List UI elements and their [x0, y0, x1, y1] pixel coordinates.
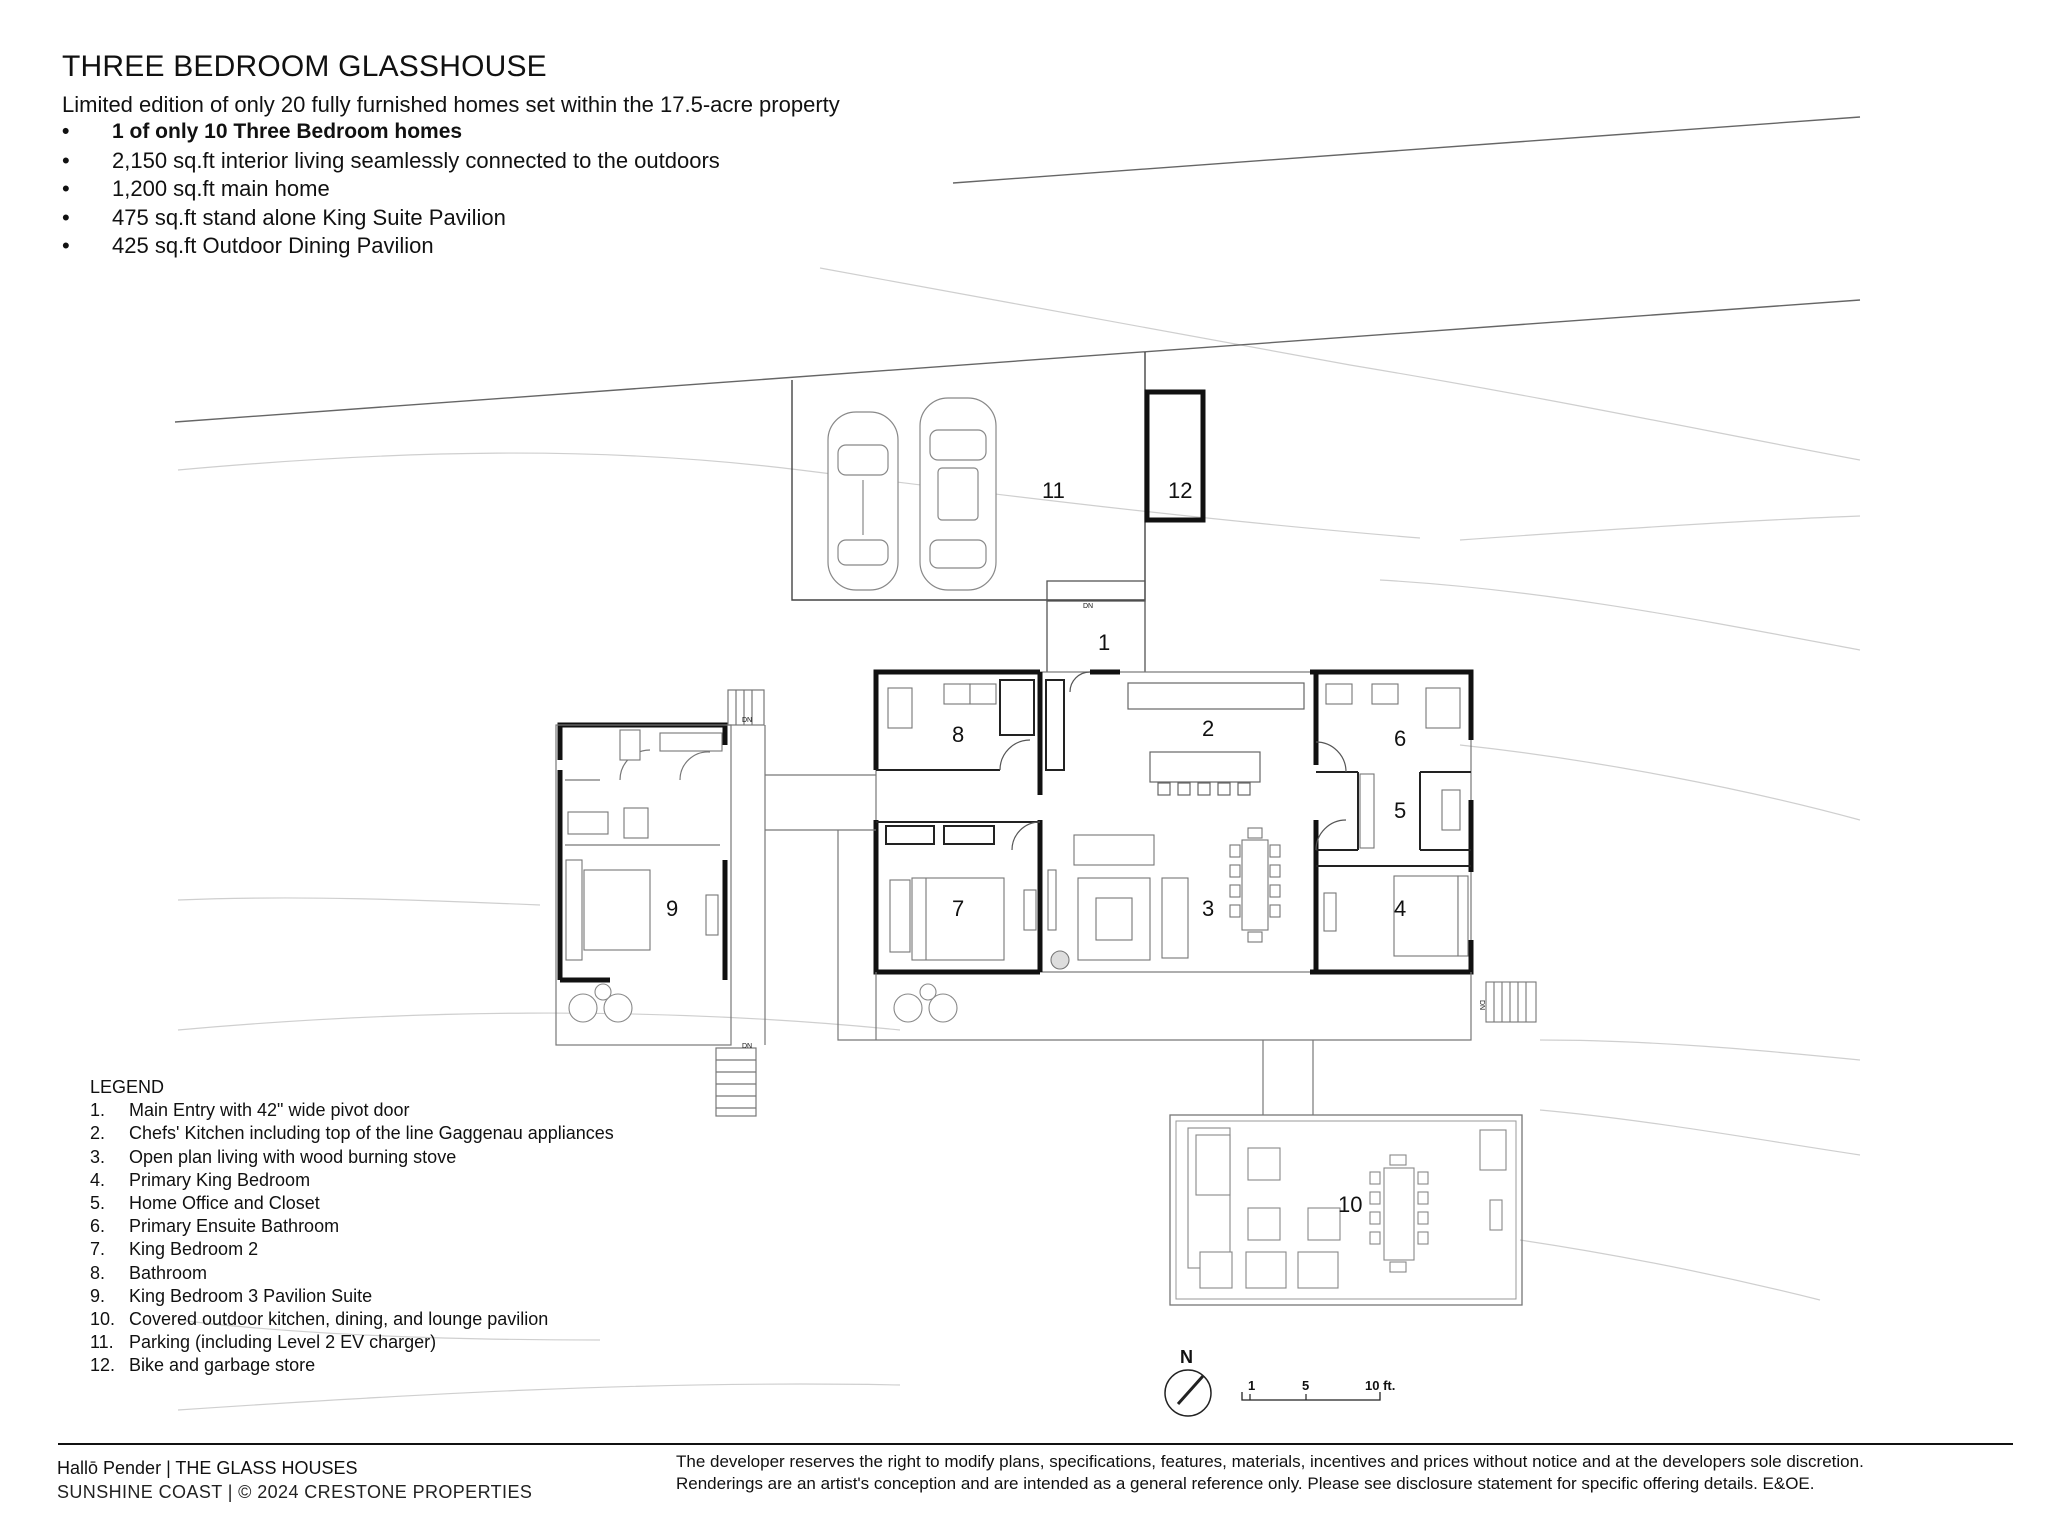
legend-heading: LEGEND	[90, 1077, 165, 1097]
bullet-icon: •	[62, 233, 70, 259]
footer-disclaimer	[676, 1451, 1864, 1495]
legend-item: 7. King Bedroom 2	[90, 1239, 259, 1260]
entry-walkway	[1047, 581, 1145, 672]
feature-item: • 1 of only 10 Three Bedroom homes	[62, 118, 720, 147]
car-icon	[920, 398, 996, 590]
legend-item: 10. Covered outdoor kitchen, dining, and lounge pavilion	[90, 1309, 549, 1330]
room-labels	[666, 478, 1406, 1217]
room-label: 2	[1202, 716, 1215, 741]
legend	[90, 1076, 614, 1378]
room-label: 1	[1098, 630, 1111, 655]
scale-label: 5	[1302, 1378, 1310, 1393]
bullet-icon: •	[62, 204, 70, 230]
property-lines	[175, 117, 1860, 422]
room-label: 7	[952, 896, 965, 921]
room-label: 4	[1394, 896, 1407, 921]
bullet-icon: •	[62, 120, 70, 143]
legend-item: 9. King Bedroom 3 Pavilion Suite	[90, 1285, 373, 1306]
legend-item: 4. Primary King Bedroom	[90, 1169, 311, 1190]
stair-label: DN	[1083, 603, 1094, 610]
car-icon	[828, 412, 898, 590]
disclaimer-line: Renderings are an artist's conception and are intended as a general reference only. Please see disclosure statement for specific offering details. E&OE.	[676, 1474, 1815, 1493]
page-subtitle: Limited edition of only 20 fully furnished homes set within the 17.5-acre property	[62, 92, 840, 117]
legend-item: 8. Bathroom	[90, 1262, 208, 1283]
room-label: 12	[1168, 478, 1193, 503]
legend-item: 1. Main Entry with 42" wide pivot door	[90, 1100, 410, 1121]
footer-divider	[58, 1443, 2013, 1445]
bullet-icon: •	[62, 147, 70, 173]
page-title: THREE BEDROOM GLASSHOUSE	[62, 50, 547, 83]
brand-location: SUNSHINE COAST | © 2024 CRESTONE PROPERTIES	[57, 1482, 533, 1502]
brand-name: Hallō Pender | THE GLASS HOUSES	[57, 1458, 358, 1478]
scale-label: 10 ft.	[1365, 1378, 1396, 1393]
legend-item: 2. Chefs' Kitchen including top of the line Gaggenau appliances	[90, 1123, 614, 1144]
scale-bar	[1242, 1378, 1395, 1400]
legend-item: 6. Primary Ensuite Bathroom	[90, 1216, 340, 1237]
legend-item: 11. Parking (including Level 2 EV charger)	[90, 1332, 437, 1353]
stair-label: DN	[1478, 1000, 1485, 1011]
legend-item: 3. Open plan living with wood burning stove	[90, 1146, 457, 1167]
north-label: N	[1180, 1347, 1193, 1367]
room-label: 8	[952, 722, 965, 747]
stair-label: DN	[742, 1043, 753, 1050]
compass	[1165, 1347, 1211, 1416]
room-label: 6	[1394, 726, 1407, 751]
footer-brand	[57, 1456, 532, 1504]
feature-item: • 2,150 sq.ft interior living seamlessly connected to the outdoors	[62, 147, 720, 176]
legend-item: 12. Bike and garbage store	[90, 1355, 316, 1376]
stair-label: DN	[742, 717, 753, 724]
room-label: 3	[1202, 896, 1215, 921]
room-label: 10	[1338, 1192, 1363, 1217]
bullet-icon: •	[62, 176, 70, 202]
feature-item: • 1,200 sq.ft main home	[62, 175, 720, 204]
room-label: 9	[666, 896, 679, 921]
disclaimer-line: The developer reserves the right to modify plans, specifications, features, materials, incentives and prices without notice and at the developers sole discretion.	[676, 1452, 1864, 1471]
feature-item: • 425 sq.ft Outdoor Dining Pavilion	[62, 232, 720, 261]
north-arrow-icon	[1178, 1376, 1203, 1404]
feature-item: • 475 sq.ft stand alone King Suite Pavilion	[62, 204, 720, 233]
room-label: 11	[1042, 478, 1065, 503]
scale-label: 1	[1248, 1378, 1256, 1393]
legend-item: 5. Home Office and Closet	[90, 1193, 320, 1214]
room-label: 5	[1394, 798, 1407, 823]
